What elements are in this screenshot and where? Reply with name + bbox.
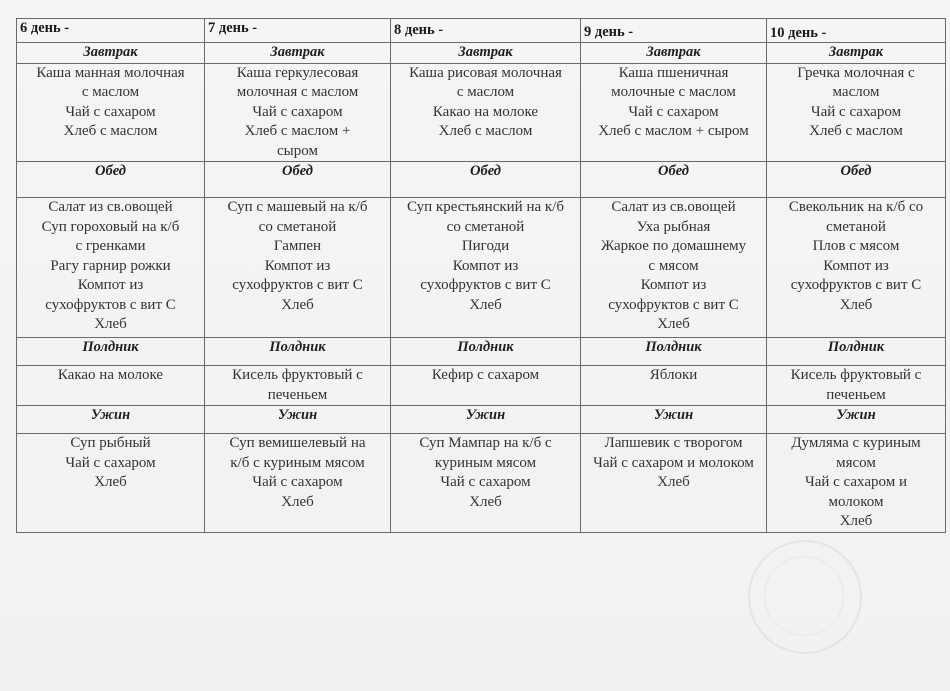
menu-item: сухофруктов с вит С — [420, 277, 551, 293]
meal-title-lunch: Обед — [581, 162, 767, 198]
menu-item: со сметаной — [446, 218, 525, 235]
menu-item: Думляма с куриным — [791, 435, 921, 451]
meal-title-breakfast: Завтрак — [17, 43, 205, 64]
lunch-cell-day-8 — [391, 198, 581, 338]
menu-item: Каша манная молочная — [36, 64, 185, 81]
snack-cell-day-8 — [391, 366, 581, 406]
menu-item: Суп рыбный — [70, 435, 151, 451]
breakfast-cell-day-9 — [581, 63, 767, 162]
day-9-header: 9 день - — [581, 19, 767, 43]
lunch-items-row — [17, 198, 946, 338]
meal-title-lunch: Обед — [205, 162, 391, 198]
menu-item: Плов с мясом — [812, 238, 900, 254]
menu-item: Гампен — [273, 238, 322, 254]
meal-title-dinner: Ужин — [391, 406, 581, 434]
breakfast-cell-day-8 — [391, 63, 581, 162]
menu-item: Компот из — [77, 277, 144, 293]
dinner-cell-day-8 — [391, 434, 581, 533]
meal-title-breakfast: Завтрак — [391, 43, 581, 64]
menu-table — [16, 18, 946, 533]
menu-item: Хлеб с маслом — [63, 123, 158, 139]
menu-item: Пигоди — [461, 238, 510, 254]
menu-item: Лапшевик с творогом — [604, 435, 743, 451]
menu-item: с гренками — [75, 238, 146, 254]
menu-item: Суп гороховый на к/б — [41, 218, 180, 235]
menu-item: Хлеб — [94, 474, 127, 490]
menu-item: Кисель фруктовый с — [232, 367, 363, 383]
snack-cell-day-10 — [767, 366, 946, 406]
menu-item: Кисель фруктовый с — [790, 367, 922, 383]
breakfast-cell-day-10 — [767, 63, 946, 162]
dinner-items-row — [17, 434, 946, 533]
menu-item: с маслом — [81, 84, 140, 100]
snack-cell-day-7 — [205, 366, 391, 406]
menu-item: Чай с сахаром и молоком — [593, 454, 754, 471]
menu-item: Какао на молоке — [432, 103, 539, 120]
menu-item: молочные с маслом — [611, 84, 736, 100]
menu-item: Суп вемишелевый на — [229, 435, 366, 451]
menu-item: Какао на молоке — [57, 367, 164, 383]
menu-item: сухофруктов с вит С — [45, 296, 176, 313]
lunch-cell-day-9 — [581, 198, 767, 338]
lunch-cell-day-10 — [767, 198, 946, 338]
menu-item: Каша геркулесовая — [236, 64, 359, 81]
menu-item: маслом — [832, 84, 880, 100]
menu-item: Уха рыбная — [636, 218, 711, 235]
day-10-header: 10 день - — [767, 19, 946, 43]
meal-title-dinner: Ужин — [17, 406, 205, 434]
snack-cell-day-9 — [581, 366, 767, 406]
menu-item: Салат из св.овощей — [48, 199, 173, 215]
menu-item: Чай с сахаром — [628, 103, 719, 120]
menu-item: молочная с маслом — [236, 84, 359, 100]
menu-item: Каша рисовая молочная — [409, 64, 562, 81]
dinner-cell-day-9 — [581, 434, 767, 533]
lunch-cell-day-6 — [17, 198, 205, 338]
menu-item: сыром — [277, 142, 318, 159]
menu-item: со сметаной — [258, 218, 337, 235]
snack-items-row — [17, 366, 946, 406]
lunch-cell-day-7 — [205, 198, 391, 338]
menu-item: Кефир с сахаром — [431, 367, 540, 383]
menu-item: сметаной — [826, 218, 886, 235]
lunch-title-row — [17, 162, 946, 198]
meal-title-lunch: Обед — [17, 162, 205, 198]
menu-item: Хлеб — [281, 296, 314, 313]
meal-title-snack: Полдник — [581, 338, 767, 366]
menu-item: Хлеб — [839, 296, 873, 313]
menu-item: Суп с машевый на к/б — [227, 199, 368, 215]
menu-item: Чай с сахаром — [252, 103, 343, 120]
dinner-cell-day-10 — [767, 434, 946, 533]
meal-title-snack: Полдник — [205, 338, 391, 366]
menu-item: Компот из — [640, 277, 707, 293]
menu-item: Рагу гарнир рожки — [50, 257, 171, 274]
faded-stamp — [748, 540, 862, 654]
breakfast-items-row — [17, 63, 946, 162]
meal-title-breakfast: Завтрак — [581, 43, 767, 64]
menu-item: Компот из — [452, 257, 519, 274]
breakfast-title-row — [17, 43, 946, 64]
menu-item: Каша пшеничная — [618, 64, 729, 81]
meal-title-snack: Полдник — [767, 338, 946, 366]
meal-title-dinner: Ужин — [205, 406, 391, 434]
menu-item: мясом — [836, 454, 876, 471]
menu-item: к/б с куриным мясом — [230, 454, 365, 471]
menu-item: печеньем — [826, 386, 886, 403]
day-7-header: 7 день - — [205, 19, 391, 43]
menu-item: Компот из — [264, 257, 331, 274]
snack-cell-day-6 — [17, 366, 205, 406]
menu-item: Хлеб — [281, 493, 314, 510]
day-8-header: 8 день - — [391, 19, 581, 43]
menu-item: с мясом — [648, 257, 699, 274]
meal-title-lunch: Обед — [391, 162, 581, 198]
menu-item: сухофруктов с вит С — [232, 277, 363, 293]
meal-title-lunch: Обед — [767, 162, 946, 198]
snack-title-row — [17, 338, 946, 366]
menu-item: Хлеб — [839, 513, 873, 529]
menu-item: Хлеб — [469, 296, 502, 313]
menu-item: Хлеб — [657, 316, 690, 332]
breakfast-cell-day-6 — [17, 63, 205, 162]
menu-item: Жаркое по домашнему — [600, 238, 747, 254]
meal-title-dinner: Ужин — [767, 406, 946, 434]
menu-item: Чай с сахаром — [252, 474, 343, 490]
meal-title-dinner: Ужин — [581, 406, 767, 434]
menu-item: с маслом — [456, 84, 515, 100]
menu-item: сухофруктов с вит С — [608, 296, 739, 313]
menu-item: Чай с сахаром — [65, 454, 156, 471]
menu-item: Свекольник на к/б со — [788, 199, 924, 215]
menu-item: Компот из — [823, 257, 889, 274]
menu-item: Яблоки — [649, 367, 698, 383]
menu-item: Чай с сахаром — [65, 103, 156, 120]
menu-item: Хлеб — [657, 474, 690, 490]
dinner-title-row — [17, 406, 946, 434]
dinner-cell-day-7 — [205, 434, 391, 533]
menu-item: Суп крестьянский на к/б — [407, 199, 564, 215]
menu-item: Чай с сахаром — [810, 103, 902, 120]
meal-title-breakfast: Завтрак — [205, 43, 391, 64]
menu-item: Гречка молочная с — [797, 64, 915, 81]
meal-title-snack: Полдник — [17, 338, 205, 366]
menu-item: Хлеб с маслом — [809, 123, 903, 139]
menu-item: печеньем — [267, 386, 328, 403]
menu-item: Салат из св.овощей — [611, 199, 736, 215]
day-6-header: 6 день - — [17, 19, 205, 43]
breakfast-cell-day-7 — [205, 63, 391, 162]
menu-item: Хлеб — [469, 493, 502, 510]
menu-item: молоком — [828, 493, 884, 510]
menu-item: Хлеб — [94, 316, 127, 332]
meal-title-snack: Полдник — [391, 338, 581, 366]
menu-item: куриным мясом — [434, 454, 537, 471]
menu-item: Хлеб с маслом + — [244, 123, 351, 139]
menu-item: Хлеб с маслом — [438, 123, 533, 139]
menu-item: Чай с сахаром и — [804, 474, 908, 490]
menu-item: Хлеб с маслом + сыром — [598, 123, 749, 139]
menu-item: сухофруктов с вит С — [790, 277, 922, 293]
meal-title-breakfast: Завтрак — [767, 43, 946, 64]
day-header-row — [17, 19, 946, 43]
menu-item: Чай с сахаром — [440, 474, 531, 490]
menu-item: Суп Мампар на к/б с — [419, 435, 552, 451]
dinner-cell-day-6 — [17, 434, 205, 533]
